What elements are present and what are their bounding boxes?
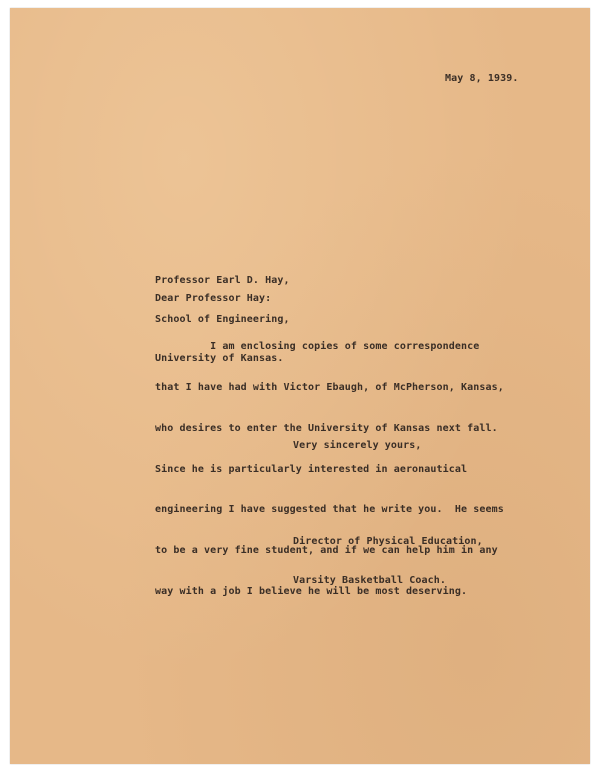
body-line: Since he is particularly interested in aeronautical (155, 463, 468, 475)
recipient-institution: University of Kansas. (155, 353, 284, 364)
recipient-department: School of Engineering, (155, 314, 290, 325)
body-line: who desires to enter the University of Kansas next fall. (155, 422, 498, 434)
signature-block (293, 509, 483, 613)
body-line: to be a very fine student, and if we can help him in any (155, 545, 498, 557)
letter-page (10, 8, 590, 764)
body-line: engineering I have suggested that he write you. He seems (155, 504, 504, 516)
body-line: I am enclosing copies of some correspondence (155, 341, 480, 353)
salutation: Dear Professor Hay: (155, 293, 272, 304)
letter-date: May 8, 1939. (445, 73, 519, 84)
signature-title-2: Varsity Basketball Coach. (293, 575, 447, 586)
body-line: that I have had with Victor Ebaugh, of McPherson, Kansas, (155, 381, 504, 393)
body-line: way with a job I believe he will be most deserving. (155, 585, 468, 597)
recipient-name: Professor Earl D. Hay, (155, 275, 290, 286)
signature-title-1: Director of Physical Education, (293, 536, 483, 547)
complimentary-closing: Very sincerely yours, (293, 440, 422, 451)
